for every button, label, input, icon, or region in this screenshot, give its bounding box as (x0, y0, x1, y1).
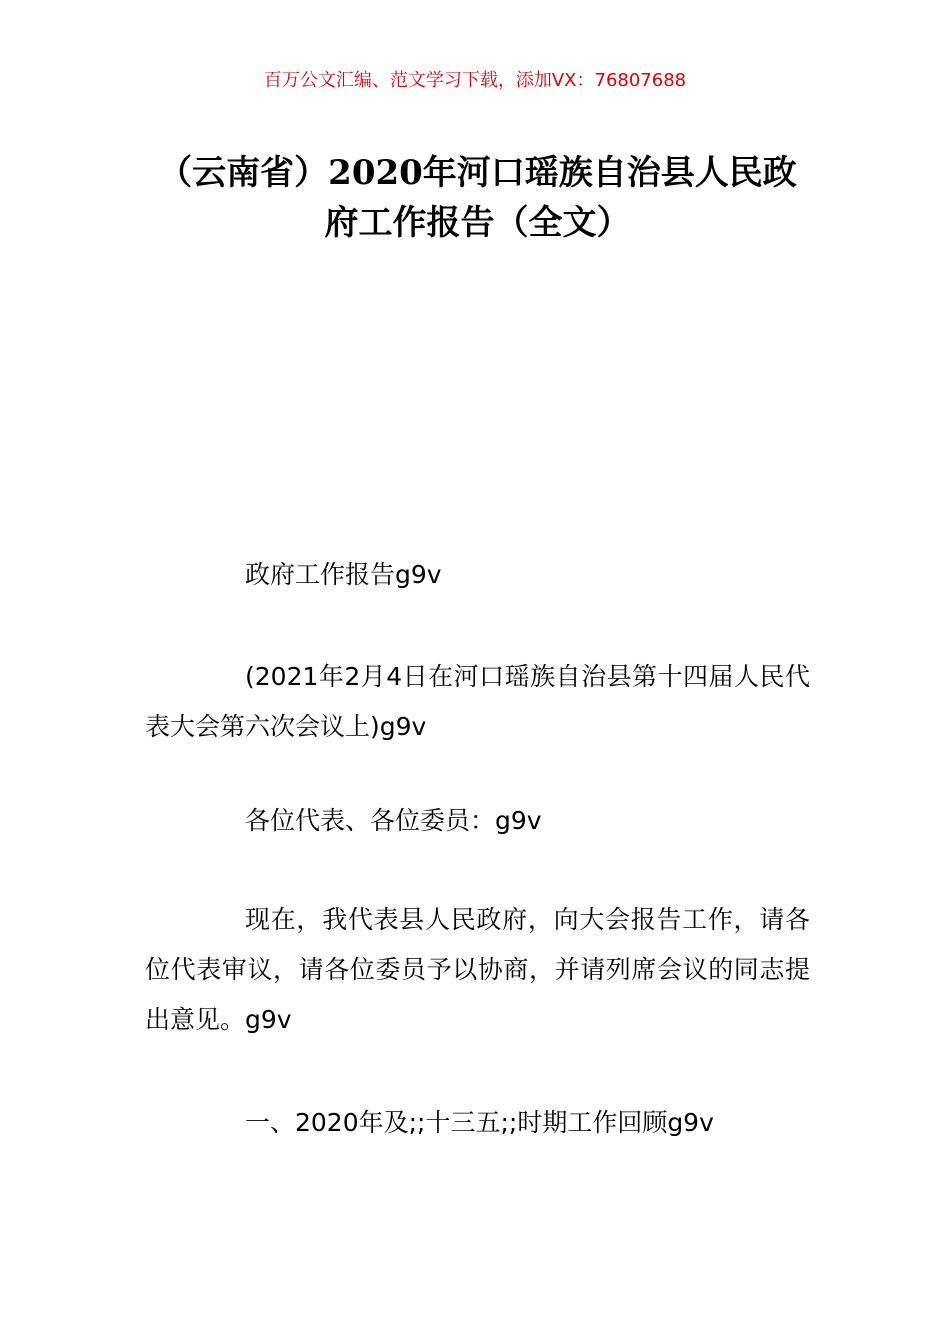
meeting-date-paragraph: (2021年2月4日在河口瑶族自治县第十四届人民代表大会第六次会议上)g9v (145, 662, 810, 741)
salutation-paragraph: 各位代表、各位委员：g9v (245, 806, 542, 835)
promo-header-note: 百万公文汇编、范文学习下载，添加VX：76807688 (263, 70, 687, 91)
section-one-heading: 一、2020年及;;十三五;;时期工作回顾g9v (245, 1108, 714, 1137)
document-title: （云南省）2020年河口瑶族自治县人民政府工作报告（全文） (158, 153, 797, 243)
intro-paragraph: 现在，我代表县人民政府，向大会报告工作，请各位代表审议，请各位委员予以协商，并请列席会议的同志提出意见。g9v (145, 905, 810, 1034)
report-heading-paragraph: 政府工作报告g9v (245, 560, 442, 589)
